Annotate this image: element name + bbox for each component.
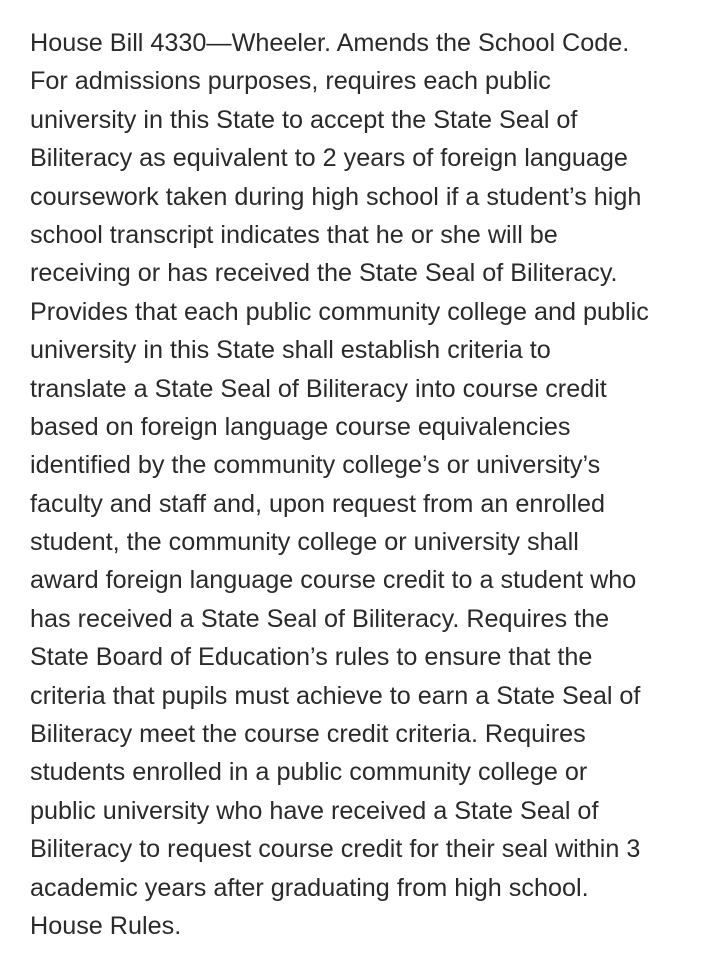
text-line: school transcript indicates that he or she will be xyxy=(30,220,558,249)
text-line: Provides that each public community college and public xyxy=(30,297,649,326)
text-line: translate a State Seal of Biliteracy into course credit xyxy=(30,374,607,403)
text-line: academic years after graduating from high school. xyxy=(30,873,589,902)
text-line: student, the community college or university shall xyxy=(30,528,579,557)
text-line: university in this State shall establish criteria to xyxy=(30,336,551,365)
text-line: For admissions purposes, requires each public xyxy=(30,67,551,96)
text-line: identified by the community college’s or university’s xyxy=(30,451,601,480)
text-line: House Bill 4330—Wheeler. Amends the School Code. xyxy=(30,29,630,57)
bill-summary-text xyxy=(30,24,710,945)
text-line: faculty and staff and, upon request from an enrolled xyxy=(30,489,606,518)
text-line: Biliteracy meet the course credit criteria. Requires xyxy=(30,720,586,749)
text-line: State Board of Education’s rules to ensure that the xyxy=(30,643,593,672)
text-line: House Rules. xyxy=(30,911,182,940)
text-line: award foreign language course credit to a student who xyxy=(30,566,637,595)
text-line: criteria that pupils must achieve to earn a State Seal of xyxy=(30,681,641,710)
text-line: public university who have received a State Seal of xyxy=(30,796,599,825)
text-line: based on foreign language course equivalencies xyxy=(30,412,571,441)
text-line: Biliteracy as equivalent to 2 years of foreign language xyxy=(30,144,628,173)
text-line: students enrolled in a public community college or xyxy=(30,758,588,787)
text-line: Biliteracy to request course credit for their seal within 3 xyxy=(30,835,641,864)
text-line: receiving or has received the State Seal of Biliteracy. xyxy=(30,259,618,288)
text-line: university in this State to accept the State Seal of xyxy=(30,105,578,134)
text-line: has received a State Seal of Biliteracy. Requires the xyxy=(30,604,610,633)
text-line: coursework taken during high school if a student’s high xyxy=(30,182,642,211)
